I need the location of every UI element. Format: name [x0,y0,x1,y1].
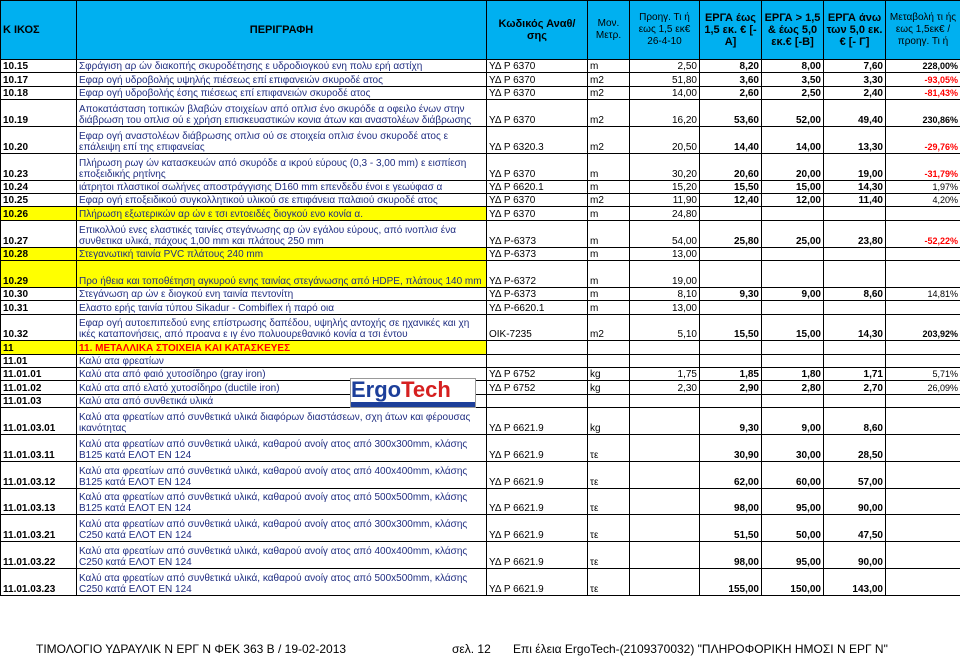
row-prev-price: 13,00 [630,247,700,260]
row-description: Καλύ ατα από φαιό χυτοσίδηρο (gray iron) [77,368,487,381]
row-analysis-code: ΥΔ Ρ 6621.9 [487,569,588,596]
row-code: 10.24 [1,180,77,193]
col-prev-price-header: Προηγ. Τι ή εως 1,5 εκ€ 26-4-10 [630,1,700,60]
table-row [1,488,960,515]
row-description: ιάτρητοι πλαστικοί σωλήνες αποστράγγισης D160 mm επενδεδυ ένοι ε γεωύφασ α [77,180,487,193]
row-analysis-code: ΥΔ Ρ 6752 [487,381,588,394]
row-description: Καλύ ατα φρεατίων από συνθετικά υλικά, καθαρού ανοίγ ατος από 400x400mm, κλάσης B125 κατά ΕΛΟΤ ΕΝ 124 [77,461,487,488]
row-unit: m [588,287,630,300]
row-code: 10.26 [1,207,77,220]
row-price-a: 62,00 [700,461,762,488]
row-description: Εφαρ ογή υδροβολής έσης πιέσεως επί επιφανειών σκυροδέ ατος [77,86,487,99]
row-price-b: 30,00 [762,435,824,462]
row-code: 10.25 [1,193,77,206]
row-analysis-code: ΥΔ Ρ-6373 [487,287,588,300]
row-description: Καλύ ατα φρεατίων από συνθετικά υλικά, καθαρού ανοίγ ατος από 400x400mm, κλάσης C250 κατά ΕΛΟΤ ΕΝ 124 [77,542,487,569]
row-unit: kg [588,408,630,435]
row-price-c [824,341,886,354]
table-row [1,569,960,596]
row-prev-price: 20,50 [630,126,700,153]
row-description: Καλύ ατα φρεατίων από συνθετικά υλικά, καθαρού ανοίγ ατος από 300x300mm, κλάσης B125 κατά ΕΛΟΤ ΕΝ 124 [77,435,487,462]
row-analysis-code: ΥΔ Ρ 6621.9 [487,408,588,435]
row-change: 1,97% [886,180,960,193]
row-prev-price: 24,80 [630,207,700,220]
row-price-c [824,207,886,220]
col-1-5-to-5-header: ΕΡΓΑ > 1,5 & έως 5,0 εκ.€ [-Β] [762,1,824,60]
row-price-b: 15,00 [762,180,824,193]
row-price-a: 98,00 [700,488,762,515]
row-prev-price [630,408,700,435]
row-code: 10.30 [1,287,77,300]
row-prev-price [630,461,700,488]
row-change [886,569,960,596]
row-price-a: 14,40 [700,126,762,153]
row-analysis-code [487,341,588,354]
ergotech-logo [350,378,476,408]
row-code: 10.20 [1,126,77,153]
row-change [886,260,960,287]
row-unit: m2 [588,126,630,153]
row-change: -29,76% [886,126,960,153]
row-price-a: 30,90 [700,435,762,462]
row-price-c [824,301,886,314]
row-prev-price: 15,20 [630,180,700,193]
row-analysis-code: ΥΔ Ρ 6370 [487,60,588,73]
row-analysis-code: ΥΔ Ρ 6370 [487,100,588,127]
table-row [1,542,960,569]
row-code: 11.01.03.23 [1,569,77,596]
footer-page-number: σελ. 12 [452,642,491,656]
row-price-c: 8,60 [824,287,886,300]
row-price-c: 90,00 [824,488,886,515]
row-price-c: 11,40 [824,193,886,206]
row-price-c: 28,50 [824,435,886,462]
footer-title: ΤΙΜΟΛΟΓΙΟ ΥΔΡΑΥΛΙΚ Ν ΕΡΓ Ν ΦΕΚ 363 Β / 19-02-2013 [36,642,347,656]
row-code: 11.01.03 [1,394,77,407]
row-prev-price [630,394,700,407]
table-row [1,60,960,73]
row-prev-price [630,515,700,542]
col-unit-header: Μον. Μετρ. [588,1,630,60]
row-analysis-code: ΥΔ Ρ 6621.9 [487,515,588,542]
row-price-a: 2,90 [700,381,762,394]
row-change [886,301,960,314]
row-price-c: 19,00 [824,153,886,180]
table-row [1,354,960,367]
row-change: -52,22% [886,220,960,247]
row-unit: m [588,260,630,287]
row-change [886,488,960,515]
row-change: 4,20% [886,193,960,206]
row-analysis-code: ΥΔ Ρ-6373 [487,247,588,260]
row-prev-price [630,341,700,354]
row-price-c: 7,60 [824,60,886,73]
table-row [1,247,960,260]
row-description: Αποκατάσταση τοπικών βλαβών στοιχείων από οπλισ ένο σκυρόδε α οφειλο ένων στην διάβρωση του οπλισ ού ε χρήση επισκευαστικών κονια άτων και αναστολέων διάβρωσης [77,100,487,127]
row-prev-price: 8,10 [630,287,700,300]
row-prev-price: 1,75 [630,368,700,381]
row-price-b: 52,00 [762,100,824,127]
row-price-c: 2,40 [824,86,886,99]
table-row [1,220,960,247]
row-price-c: 57,00 [824,461,886,488]
table-row [1,193,960,206]
row-price-a: 15,50 [700,314,762,341]
row-unit: m2 [588,314,630,341]
logo-text-ergo: Ergo [351,377,402,402]
row-description: Καλύ ατα από συνθετικά υλικά [77,394,487,407]
row-description: Σφράγιση αρ ών διακοπής σκυροδέτησης ε υδροδιογκού ενη πολυ ερή αστίχη [77,60,487,73]
row-price-b: 95,00 [762,542,824,569]
row-price-a: 1,85 [700,368,762,381]
row-code: 11.01.02 [1,381,77,394]
row-code: 10.15 [1,60,77,73]
row-price-a [700,207,762,220]
table-row [1,435,960,462]
row-price-b [762,394,824,407]
table-row [1,381,960,394]
row-price-b [762,260,824,287]
row-unit [588,341,630,354]
row-description: Καλύ ατα φρεατίων από συνθετικά υλικά, καθαρού ανοίγ ατος από 500x500mm, κλάσης B125 κατά ΕΛΟΤ ΕΝ 124 [77,488,487,515]
row-price-a [700,260,762,287]
row-price-c [824,394,886,407]
row-price-a: 9,30 [700,408,762,435]
logo-text-tech: Tech [401,377,451,402]
row-change [886,354,960,367]
row-description: Εφαρ ογή εποξειδικού συγκολλητικού υλικού σε επιφάνεια παλαιού σκυροδέ ατος [77,193,487,206]
row-code: 10.28 [1,247,77,260]
row-description: Καλύ ατα φρεατίων από συνθετικά υλικά, καθαρού ανοίγ ατος από 500x500mm, κλάσης C250 κατά ΕΛΟΤ ΕΝ 124 [77,569,487,596]
row-description: Καλύ ατα από ελατό χυτοσίδηρο (ductile iron) [77,381,487,394]
row-price-b: 95,00 [762,488,824,515]
row-price-c: 49,40 [824,100,886,127]
row-price-a [700,354,762,367]
row-change: -81,43% [886,86,960,99]
row-code: 11.01.01 [1,368,77,381]
row-unit: m [588,247,630,260]
row-price-a: 20,60 [700,153,762,180]
row-price-b [762,207,824,220]
row-prev-price: 5,10 [630,314,700,341]
row-change [886,542,960,569]
row-change [886,207,960,220]
row-description: Εφαρ ογή υδροβολής υψηλής πιέσεως επί επιφανειών σκυροδέ ατος [77,73,487,86]
row-price-c: 14,30 [824,180,886,193]
row-price-b: 8,00 [762,60,824,73]
table-row [1,153,960,180]
row-price-a: 12,40 [700,193,762,206]
row-price-a: 15,50 [700,180,762,193]
row-price-a: 25,80 [700,220,762,247]
row-price-b: 3,50 [762,73,824,86]
table-row [1,287,960,300]
row-price-b [762,247,824,260]
row-analysis-code: ΥΔ Ρ 6620.1 [487,180,588,193]
table-row [1,394,960,407]
row-price-c [824,354,886,367]
row-code: 10.27 [1,220,77,247]
row-unit [588,354,630,367]
row-price-a: 8,20 [700,60,762,73]
row-price-a [700,394,762,407]
row-change [886,394,960,407]
row-price-b: 15,00 [762,314,824,341]
row-price-a: 98,00 [700,542,762,569]
row-unit: τε [588,542,630,569]
row-code: 10.32 [1,314,77,341]
row-prev-price [630,569,700,596]
row-code: 11 [1,341,77,354]
row-price-c [824,247,886,260]
table-row [1,73,960,86]
col-code-header: Κ ΙΚΟΣ [1,1,77,60]
row-prev-price: 16,20 [630,100,700,127]
row-analysis-code: ΥΔ Ρ 6370 [487,73,588,86]
row-price-b: 50,00 [762,515,824,542]
row-description: Εφαρ ογή αναστολέων διάβρωσης οπλισ ού σε στοιχεία οπλισ ένου σκυροδέ ατος ε επάλειψη επί της επιφανείας [77,126,487,153]
row-code: 10.23 [1,153,77,180]
row-description: 11. ΜΕΤΑΛΛΙΚΑ ΣΤΟΙΧΕΙΑ ΚΑΙ ΚΑΤΑΣΚΕΥΕΣ [77,341,487,354]
row-price-c: 90,00 [824,542,886,569]
row-change [886,408,960,435]
row-unit: m2 [588,86,630,99]
row-change [886,435,960,462]
row-price-b: 9,00 [762,287,824,300]
row-code: 11.01.03.13 [1,488,77,515]
row-unit: τε [588,435,630,462]
table-row [1,100,960,127]
row-unit: τε [588,488,630,515]
row-price-b: 1,80 [762,368,824,381]
row-price-a [700,301,762,314]
row-change [886,515,960,542]
row-change [886,461,960,488]
row-analysis-code: ΥΔ Ρ 6621.9 [487,542,588,569]
logo-stripe [351,402,475,407]
table-row [1,260,960,287]
row-description: Πλήρωση εξωτερικών αρ ών ε τσι εντοειδές διογκού ενο κονία α. [77,207,487,220]
row-price-c: 14,30 [824,314,886,341]
row-price-a: 2,60 [700,86,762,99]
row-code: 10.31 [1,301,77,314]
row-prev-price [630,542,700,569]
col-over-5-header: ΕΡΓΑ άνω των 5,0 εκ. € [- Γ] [824,1,886,60]
row-price-b: 9,00 [762,408,824,435]
row-price-c: 13,30 [824,126,886,153]
row-prev-price: 54,00 [630,220,700,247]
row-unit: m2 [588,73,630,86]
row-price-c: 2,70 [824,381,886,394]
row-unit: m [588,180,630,193]
row-price-b: 150,00 [762,569,824,596]
row-change: 230,86% [886,100,960,127]
row-unit [588,394,630,407]
row-price-b: 25,00 [762,220,824,247]
row-unit: τε [588,569,630,596]
row-change: -93,05% [886,73,960,86]
row-price-b [762,354,824,367]
row-analysis-code [487,394,588,407]
table-row [1,86,960,99]
row-unit: τε [588,461,630,488]
row-price-a: 9,30 [700,287,762,300]
row-price-b: 20,00 [762,153,824,180]
row-code: 11.01.03.11 [1,435,77,462]
row-price-a [700,247,762,260]
page-footer [0,640,960,658]
table-row [1,207,960,220]
row-price-c: 23,80 [824,220,886,247]
row-unit: τε [588,515,630,542]
row-unit: kg [588,368,630,381]
row-price-b: 2,80 [762,381,824,394]
row-analysis-code: ΥΔ Ρ 6621.9 [487,461,588,488]
row-analysis-code [487,354,588,367]
row-unit: m [588,207,630,220]
table-row [1,126,960,153]
row-analysis-code: ΥΔ Ρ 6621.9 [487,435,588,462]
row-description: Εφαρ ογή αυτοεπιπεδού ενης επίστρωσης δαπέδου, υψηλής αντοχής σε ηχανικές και χη ικές καταπονήσεις, από προανα ε ιγ ένο πολυουρεθανικό κονία α τσι έντου [77,314,487,341]
row-price-a [700,341,762,354]
row-prev-price: 51,80 [630,73,700,86]
row-prev-price [630,488,700,515]
row-price-a: 155,00 [700,569,762,596]
row-analysis-code: ΥΔ Ρ 6370 [487,153,588,180]
row-price-c: 47,50 [824,515,886,542]
row-price-c: 1,71 [824,368,886,381]
row-price-c [824,260,886,287]
table-row [1,368,960,381]
row-price-a: 51,50 [700,515,762,542]
row-unit: m2 [588,193,630,206]
row-price-c: 143,00 [824,569,886,596]
row-prev-price: 13,00 [630,301,700,314]
row-prev-price: 30,20 [630,153,700,180]
row-prev-price [630,435,700,462]
row-unit: m [588,60,630,73]
row-price-c: 3,30 [824,73,886,86]
row-analysis-code: ΥΔ Ρ-6620.1 [487,301,588,314]
row-prev-price: 19,00 [630,260,700,287]
row-unit: kg [588,381,630,394]
row-prev-price: 14,00 [630,86,700,99]
row-code: 11.01.03.01 [1,408,77,435]
table-row [1,301,960,314]
row-prev-price [630,354,700,367]
row-change [886,247,960,260]
col-description-header: ΠΕΡΙΓΡΑΦΗ [77,1,487,60]
row-analysis-code: ΥΔ Ρ-6372 [487,260,588,287]
table-row [1,341,960,354]
row-description: Στεγάνωση αρ ών ε διογκού ενη ταινία πεντονίτη [77,287,487,300]
row-code: 11.01 [1,354,77,367]
row-change: 26,09% [886,381,960,394]
table-row [1,408,960,435]
row-price-b [762,341,824,354]
row-unit: m [588,220,630,247]
row-analysis-code: ΥΔ Ρ 6370 [487,86,588,99]
table-row [1,461,960,488]
row-unit: m [588,153,630,180]
row-change: 228,00% [886,60,960,73]
table-row [1,314,960,341]
table-row [1,515,960,542]
row-price-b [762,301,824,314]
row-price-b: 2,50 [762,86,824,99]
row-analysis-code: ΟΙΚ-7235 [487,314,588,341]
row-analysis-code: ΥΔ Ρ 6320.3 [487,126,588,153]
footer-credit: Επι έλεια ErgoTech-(2109370032) "ΠΛΗΡΟΦΟΡΙΚΗ ΗΜΟΣΙ Ν ΕΡΓ Ν" [513,642,888,656]
row-description: Πλήρωση ρωγ ών κατασκευών από σκυρόδε α ικρού εύρους (0,3 - 3,00 mm) ε εισπίεση εποξειδικής ρητίνης [77,153,487,180]
row-code: 10.19 [1,100,77,127]
row-prev-price: 11,90 [630,193,700,206]
row-description: Επικολλού ενες ελαστικές ταινίες στεγάνωσης αρ ών εγάλου εύρους, από ινοπλισ ένα συνθετικα υλικά, πάχους 1,00 mm και πλάτους 250 mm [77,220,487,247]
col-change-header: Μεταβολή τι ής εως 1,5εκ€ / προηγ. Τι ή [886,1,960,60]
row-change: 5,71% [886,368,960,381]
row-price-a: 3,60 [700,73,762,86]
row-price-b: 14,00 [762,126,824,153]
row-price-b: 12,00 [762,193,824,206]
row-change: 14,81% [886,287,960,300]
row-change: -31,79% [886,153,960,180]
row-prev-price: 2,30 [630,381,700,394]
row-change: 203,92% [886,314,960,341]
row-prev-price: 2,50 [630,60,700,73]
row-code: 11.01.03.12 [1,461,77,488]
row-analysis-code: ΥΔ Ρ 6621.9 [487,488,588,515]
row-description: Καλύ ατα φρεατίων από συνθετικά υλικά, καθαρού ανοίγ ατος από 300x300mm, κλάσης C250 κατά ΕΛΟΤ ΕΝ 124 [77,515,487,542]
row-description: Καλύ ατα φρεατίων από συνθετικά υλικά διαφόρων διαστάσεων, σχη άτων και φέρουσας ικανότητας [77,408,487,435]
row-price-c: 8,60 [824,408,886,435]
row-price-a: 53,60 [700,100,762,127]
col-up-to-1-5-header: ΕΡΓΑ έως 1,5 εκ. € [-Α] [700,1,762,60]
row-change [886,341,960,354]
row-analysis-code: ΥΔ Ρ 6370 [487,207,588,220]
row-code: 10.18 [1,86,77,99]
col-analysis-header: Κωδικός Αναθ/σης [487,1,588,60]
row-analysis-code: ΥΔ Ρ 6752 [487,368,588,381]
row-analysis-code: ΥΔ Ρ-6373 [487,220,588,247]
header-row [1,1,960,60]
row-description: Ελαστο ερής ταινία τύπου Sikadur - Combiflex ή παρό οια [77,301,487,314]
row-unit: m2 [588,100,630,127]
row-code: 11.01.03.22 [1,542,77,569]
row-description: Προ ήθεια και τοποθέτηση αγκυρού ενης ταινίας στεγάνωσης από HDPE, πλάτους 140 mm [77,260,487,287]
row-price-b: 60,00 [762,461,824,488]
row-code: 10.29 [1,260,77,287]
row-unit: m [588,301,630,314]
row-description: Στεγανωτική ταινία PVC πλάτους 240 mm [77,247,487,260]
row-analysis-code: ΥΔ Ρ 6370 [487,193,588,206]
row-code: 11.01.03.21 [1,515,77,542]
row-code: 10.17 [1,73,77,86]
row-description: Καλύ ατα φρεατίων [77,354,487,367]
table-row [1,180,960,193]
